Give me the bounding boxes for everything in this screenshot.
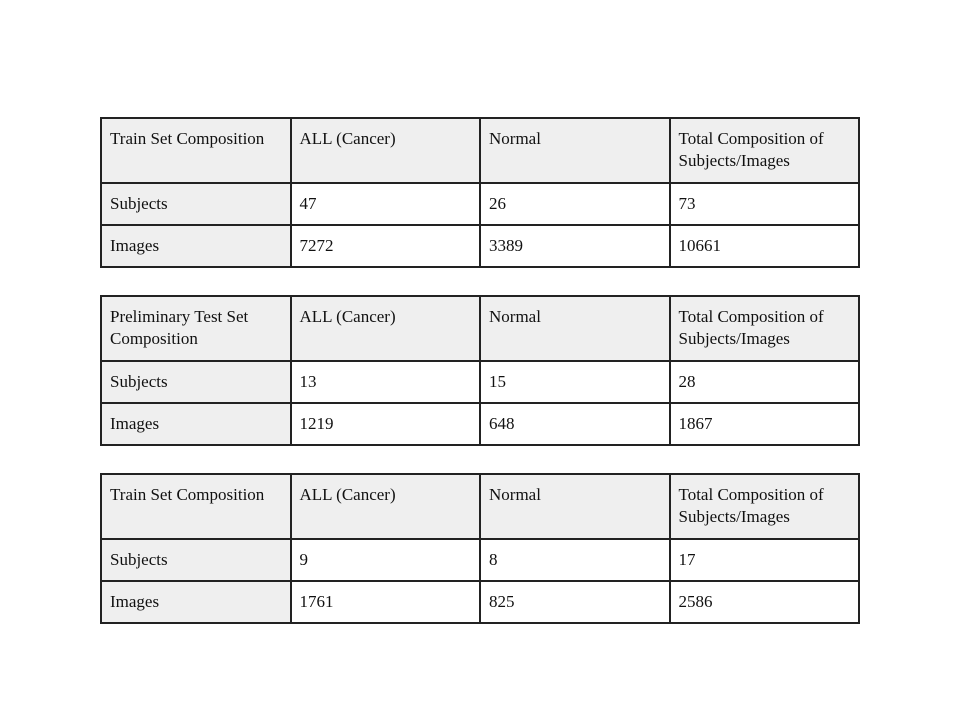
table-cell: 825	[480, 581, 670, 623]
table-row	[101, 539, 859, 581]
table-header-row	[101, 118, 859, 183]
header-cell: ALL (Cancer)	[291, 296, 481, 361]
table-cell: 47	[291, 183, 481, 225]
header-cell: ALL (Cancer)	[291, 474, 481, 539]
row-label-cell: Subjects	[101, 183, 291, 225]
table-cell: 9	[291, 539, 481, 581]
header-cell: Normal	[480, 118, 670, 183]
header-cell: Train Set Composition	[101, 118, 291, 183]
table-row	[101, 581, 859, 623]
table-cell: 10661	[670, 225, 860, 267]
table-row	[101, 403, 859, 445]
table-cell: 2586	[670, 581, 860, 623]
header-cell: Total Composition of Subjects/Images	[670, 474, 860, 539]
table-cell: 15	[480, 361, 670, 403]
second-train-set-table	[100, 473, 860, 624]
table-cell: 648	[480, 403, 670, 445]
table-row	[101, 183, 859, 225]
table-cell: 7272	[291, 225, 481, 267]
table-header-row	[101, 296, 859, 361]
table-row	[101, 225, 859, 267]
header-cell: Train Set Composition	[101, 474, 291, 539]
row-label-cell: Subjects	[101, 361, 291, 403]
header-cell: Normal	[480, 296, 670, 361]
table-cell: 1219	[291, 403, 481, 445]
table-cell: 17	[670, 539, 860, 581]
table-cell: 28	[670, 361, 860, 403]
header-cell: Normal	[480, 474, 670, 539]
row-label-cell: Images	[101, 225, 291, 267]
row-label-cell: Images	[101, 403, 291, 445]
train-set-table	[100, 117, 860, 268]
table-cell: 73	[670, 183, 860, 225]
row-label-cell: Images	[101, 581, 291, 623]
preliminary-test-set-table	[100, 295, 860, 446]
table-row	[101, 361, 859, 403]
header-cell: Total Composition of Subjects/Images	[670, 296, 860, 361]
header-cell: Preliminary Test Set Composition	[101, 296, 291, 361]
header-cell: Total Composition of Subjects/Images	[670, 118, 860, 183]
table-cell: 1867	[670, 403, 860, 445]
table-cell: 1761	[291, 581, 481, 623]
table-cell: 3389	[480, 225, 670, 267]
header-cell: ALL (Cancer)	[291, 118, 481, 183]
table-header-row	[101, 474, 859, 539]
table-cell: 13	[291, 361, 481, 403]
table-cell: 8	[480, 539, 670, 581]
row-label-cell: Subjects	[101, 539, 291, 581]
table-cell: 26	[480, 183, 670, 225]
